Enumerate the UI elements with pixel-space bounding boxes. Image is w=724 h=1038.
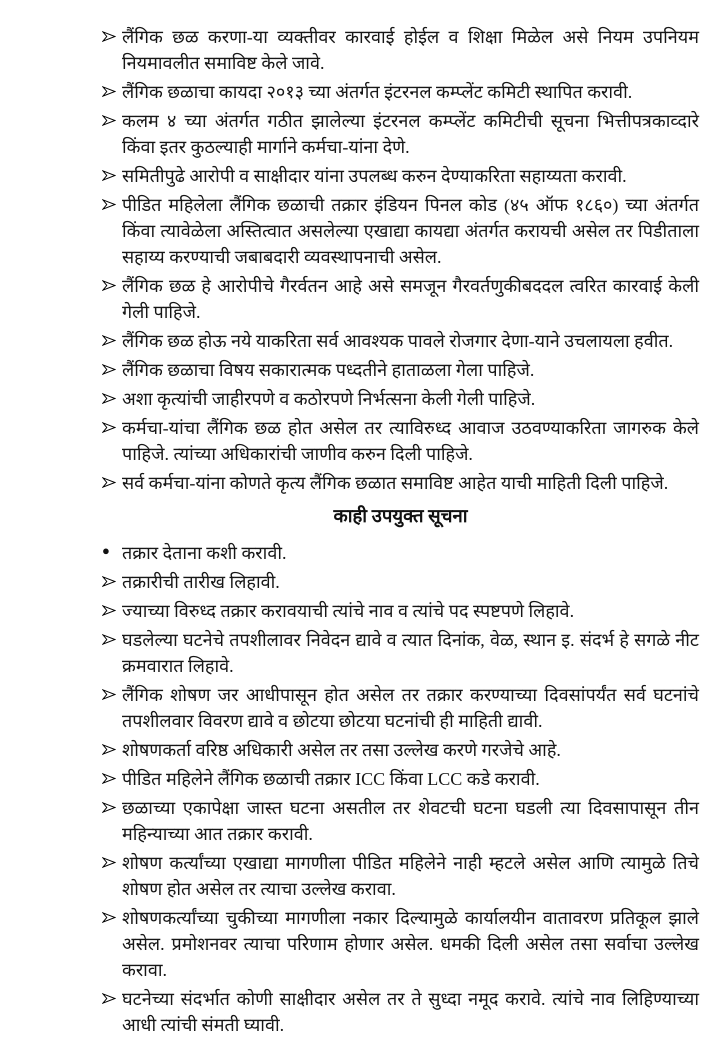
list-item-text: शोषणकर्त्यांच्या चुकीच्या मागणीला नकार दिल्यामुळे कार्यालयीन वातावरण प्रतिकूल झाले असेल. प्रमोशनवर त्याचा परिणाम होणार असेल. धमकी दिली असेल तसा सर्वाचा उल्लेख करावा. (122, 908, 699, 980)
list-item (102, 192, 699, 270)
list-item (102, 163, 699, 189)
list-item (102, 795, 699, 847)
list-item-text: लैंगिक शोषण जर आधीपासून होत असेल तर तक्रार करण्याच्या दिवसांपर्यंत सर्व घटनांचे तपशीलवार विवरण द्यावे व छोटया छोटया घटनांची ही माहिती द्यावी. (122, 685, 699, 731)
arrow-bullet-icon (102, 415, 122, 434)
guidelines-list (102, 24, 699, 496)
list-item (102, 905, 699, 983)
arrow-bullet-icon (102, 682, 122, 701)
arrow-bullet-icon (102, 569, 122, 588)
list-item-text: पीडित महिलेला लैंगिक छळाची तक्रार इंडियन पिनल कोड (४५ ऑफ १८६०) च्या अंतर्गत किंवा त्यावेळेला अस्तित्वात असलेल्या एखाद्या कायद्या अंतर्गत करायची असेल तर पिडीताला सहाय्य करण्याची जबाबदारी व्यवस्थापनाची असेल. (122, 195, 699, 267)
list-item (102, 386, 699, 412)
list-item (102, 108, 699, 160)
list-item (102, 627, 699, 679)
list-item (102, 470, 699, 496)
list-item (102, 850, 699, 902)
arrow-bullet-icon (102, 108, 122, 127)
list-item-text: तक्रारीची तारीख लिहावी. (122, 572, 280, 592)
arrow-bullet-icon (102, 627, 122, 646)
arrow-bullet-icon (102, 24, 122, 43)
list-item (102, 540, 699, 566)
list-item-text: लैंगिक छळ करणा-या व्यक्तीवर कारवाई होईल व शिक्षा मिळेल असे नियम उपनियम नियमावलीत समाविष्ट केले जावे. (122, 27, 699, 73)
list-item (102, 737, 699, 763)
list-item-text: समितीपुढे आरोपी व साक्षीदार यांना उपलब्ध करुन देण्याकरिता सहाय्यता करावी. (122, 166, 627, 186)
list-item-text: छळाच्या एकापेक्षा जास्त घटना असतील तर शेवटची घटना घडली त्या दिवसापासून तीन महिन्याच्या आत तक्रार करावी. (122, 798, 699, 844)
list-item-text: घडलेल्या घटनेचे तपशीलावर निवेदन द्यावे व त्यात दिनांक, वेळ, स्थान इ. संदर्भ हे सगळे नीट क्रमवारात लिहावे. (122, 630, 699, 676)
list-item-text: कलम ४ च्या अंतर्गत गठीत झालेल्या इंटरनल कम्प्लेंट कमिटीची सूचना भित्तीपत्रकाव्दारे किंवा इतर कुठल्याही मार्गाने कर्मचा-यांना देणे. (122, 111, 699, 157)
arrow-bullet-icon (102, 598, 122, 617)
list-item-text: तक्रार देताना कशी करावी. (122, 543, 287, 563)
arrow-bullet-icon (102, 386, 122, 405)
suggestions-list (102, 540, 699, 1038)
arrow-bullet-icon (102, 79, 122, 98)
list-item-text: शोषण कर्त्यांच्या एखाद्या मागणीला पीडित महिलेने नाही म्हटले असेल आणि त्यामुळे तिचे शोषण होत असेल तर त्याचा उल्लेख करावा. (122, 853, 699, 899)
list-item (102, 415, 699, 467)
list-item (102, 598, 699, 624)
list-item-text: शोषणकर्ता वरिष्ठ अधिकारी असेल तर तसा उल्लेख करणे गरजेचे आहे. (122, 740, 561, 760)
arrow-bullet-icon (102, 273, 122, 292)
list-item (102, 273, 699, 325)
list-item-text: कर्मचा-यांचा लैंगिक छळ होत असेल तर त्याविरुध्द आवाज उठवण्याकरिता जागरुक केले पाहिजे. त्यांच्या अधिकारांची जाणीव करुन दिली पाहिजे. (122, 418, 699, 464)
arrow-bullet-icon (102, 905, 122, 924)
suggestions-heading: काही उपयुक्त सूचना (333, 507, 468, 527)
list-item-text: सर्व कर्मचा-यांना कोणते कृत्य लैंगिक छळात समाविष्ट आहेत याची माहिती दिली पाहिजे. (122, 473, 669, 493)
list-item (102, 24, 699, 76)
list-item-text: लैंगिक छळ हे आरोपीचे गैरर्वतन आहे असे समजून गैरवर्तणुकीबददल त्वरित कारवाई केली गेली पाहिजे. (122, 276, 699, 322)
arrow-bullet-icon (102, 737, 122, 756)
list-item (102, 569, 699, 595)
arrow-bullet-icon (102, 766, 122, 785)
list-item-text: लैंगिक छळाचा कायदा २०१३ च्या अंतर्गत इंटरनल कम्प्लेंट कमिटी स्थापित करावी. (122, 82, 633, 102)
arrow-bullet-icon (102, 986, 122, 1005)
list-item-text: अशा कृत्यांची जाहीरपणे व कठोरपणे निर्भत्सना केली गेली पाहिजे. (122, 389, 536, 409)
arrow-bullet-icon (102, 328, 122, 347)
list-item (102, 357, 699, 383)
list-item-text: पीडित महिलेने लैंगिक छळाची तक्रार ICC किंवा LCC कडे करावी. (122, 769, 540, 789)
list-item (102, 986, 699, 1038)
list-item (102, 682, 699, 734)
arrow-bullet-icon (102, 192, 122, 211)
list-item-text: लैंगिक छळाचा विषय सकारात्मक पध्दतीने हाताळला गेला पाहिजे. (122, 360, 535, 380)
list-item-text: लैंगिक छळ होऊ नये याकरिता सर्व आवश्यक पावले रोजगार देणा-याने उचलायला हवीत. (122, 331, 674, 351)
list-item (102, 79, 699, 105)
list-item-text: ज्याच्या विरुध्द तक्रार करावयाची त्यांचे नाव व त्यांचे पद स्पष्टपणे लिहावे. (122, 601, 575, 621)
dot-bullet-icon: ● (102, 543, 110, 558)
list-item (102, 328, 699, 354)
arrow-bullet-icon (102, 163, 122, 182)
arrow-bullet-icon (102, 850, 122, 869)
list-item-text: घटनेच्या संदर्भात कोणी साक्षीदार असेल तर ते सुध्दा नमूद करावे. त्यांचे नाव लिहिण्याच्या आधी त्यांची संमती घ्यावी. (122, 989, 699, 1035)
arrow-bullet-icon (102, 795, 122, 814)
arrow-bullet-icon (102, 470, 122, 489)
list-item (102, 766, 699, 792)
arrow-bullet-icon (102, 357, 122, 376)
